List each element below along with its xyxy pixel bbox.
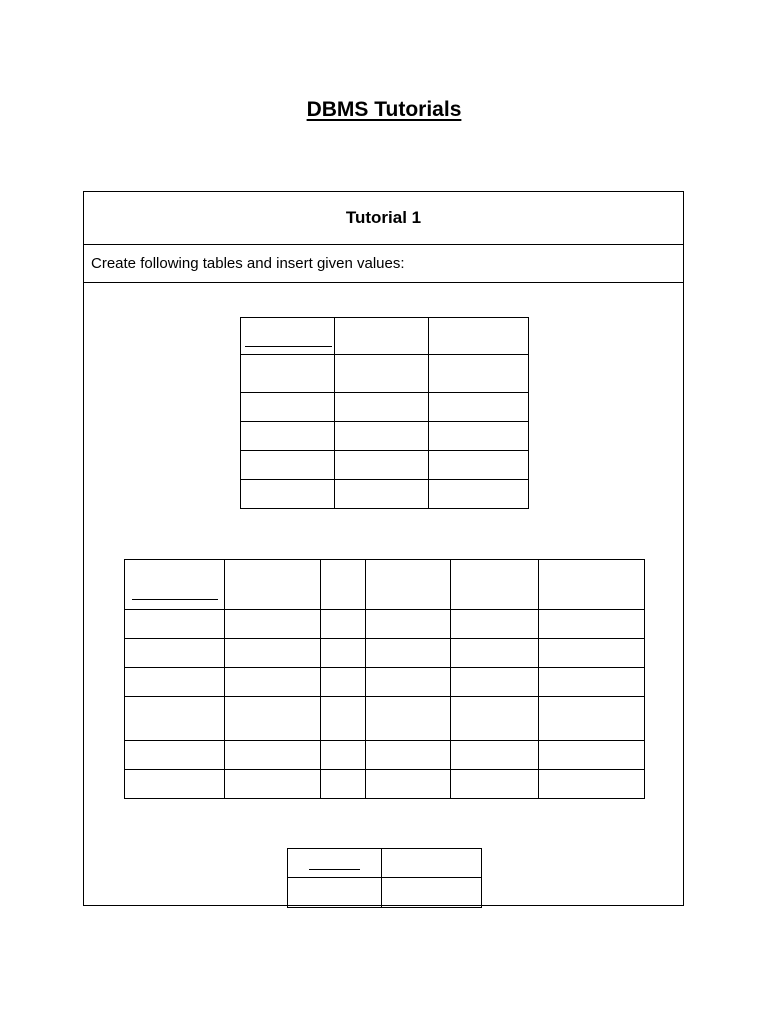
table-cell: [225, 610, 321, 639]
table-cell: [366, 610, 451, 639]
table-cell: [125, 610, 225, 639]
table-cell: [225, 741, 321, 770]
table-cell: [225, 668, 321, 697]
table-cell: [288, 878, 382, 908]
table-cell: [241, 355, 335, 393]
table-cell: [539, 697, 645, 741]
table-cell: [382, 849, 482, 878]
table-cell: [335, 393, 429, 422]
table-cell: [241, 480, 335, 509]
blank-table-3: [287, 848, 482, 908]
table-cell: [429, 422, 529, 451]
table-cell: [366, 697, 451, 741]
table-cell: [225, 770, 321, 799]
tutorial-instruction: Create following tables and insert given values:: [84, 245, 683, 283]
key-underline: [245, 346, 332, 347]
table-cell: [241, 393, 335, 422]
table-cell: [225, 639, 321, 668]
table-cell: [241, 318, 335, 355]
table-cell: [366, 741, 451, 770]
table-cell: [335, 480, 429, 509]
table-cell: [429, 355, 529, 393]
table-cell: [451, 560, 539, 610]
table-cell: [125, 770, 225, 799]
table-cell: [382, 878, 482, 908]
table-cell: [321, 560, 366, 610]
table-cell: [429, 318, 529, 355]
table-cell: [241, 451, 335, 480]
table-cell: [539, 770, 645, 799]
table-cell: [225, 697, 321, 741]
table-cell: [451, 639, 539, 668]
key-underline: [132, 599, 218, 600]
table-cell: [225, 560, 321, 610]
table-cell: [125, 697, 225, 741]
table-cell: [321, 639, 366, 668]
table-cell: [125, 668, 225, 697]
blank-table-2: [124, 559, 645, 799]
table-cell: [335, 451, 429, 480]
table-cell: [539, 741, 645, 770]
table-cell: [321, 770, 366, 799]
table-cell: [539, 560, 645, 610]
table-cell: [321, 610, 366, 639]
table-cell: [451, 697, 539, 741]
table-cell: [429, 393, 529, 422]
table-cell: [451, 610, 539, 639]
document-title: DBMS Tutorials: [306, 98, 462, 121]
table-cell: [451, 770, 539, 799]
table-cell: [335, 355, 429, 393]
table-cell: [321, 668, 366, 697]
table-cell: [125, 560, 225, 610]
blank-table-1: [240, 317, 529, 509]
table-cell: [429, 480, 529, 509]
table-cell: [366, 639, 451, 668]
table-cell: [125, 741, 225, 770]
table-cell: [335, 422, 429, 451]
table-cell: [539, 639, 645, 668]
table-cell: [288, 849, 382, 878]
table-cell: [451, 741, 539, 770]
table-cell: [321, 741, 366, 770]
table-cell: [366, 560, 451, 610]
key-underline: [309, 869, 360, 870]
table-cell: [241, 422, 335, 451]
table-cell: [539, 668, 645, 697]
table-cell: [451, 668, 539, 697]
table-cell: [429, 451, 529, 480]
table-cell: [321, 697, 366, 741]
tutorial-heading: Tutorial 1: [84, 192, 683, 245]
table-cell: [125, 639, 225, 668]
table-cell: [366, 770, 451, 799]
table-cell: [366, 668, 451, 697]
table-cell: [539, 610, 645, 639]
table-cell: [335, 318, 429, 355]
